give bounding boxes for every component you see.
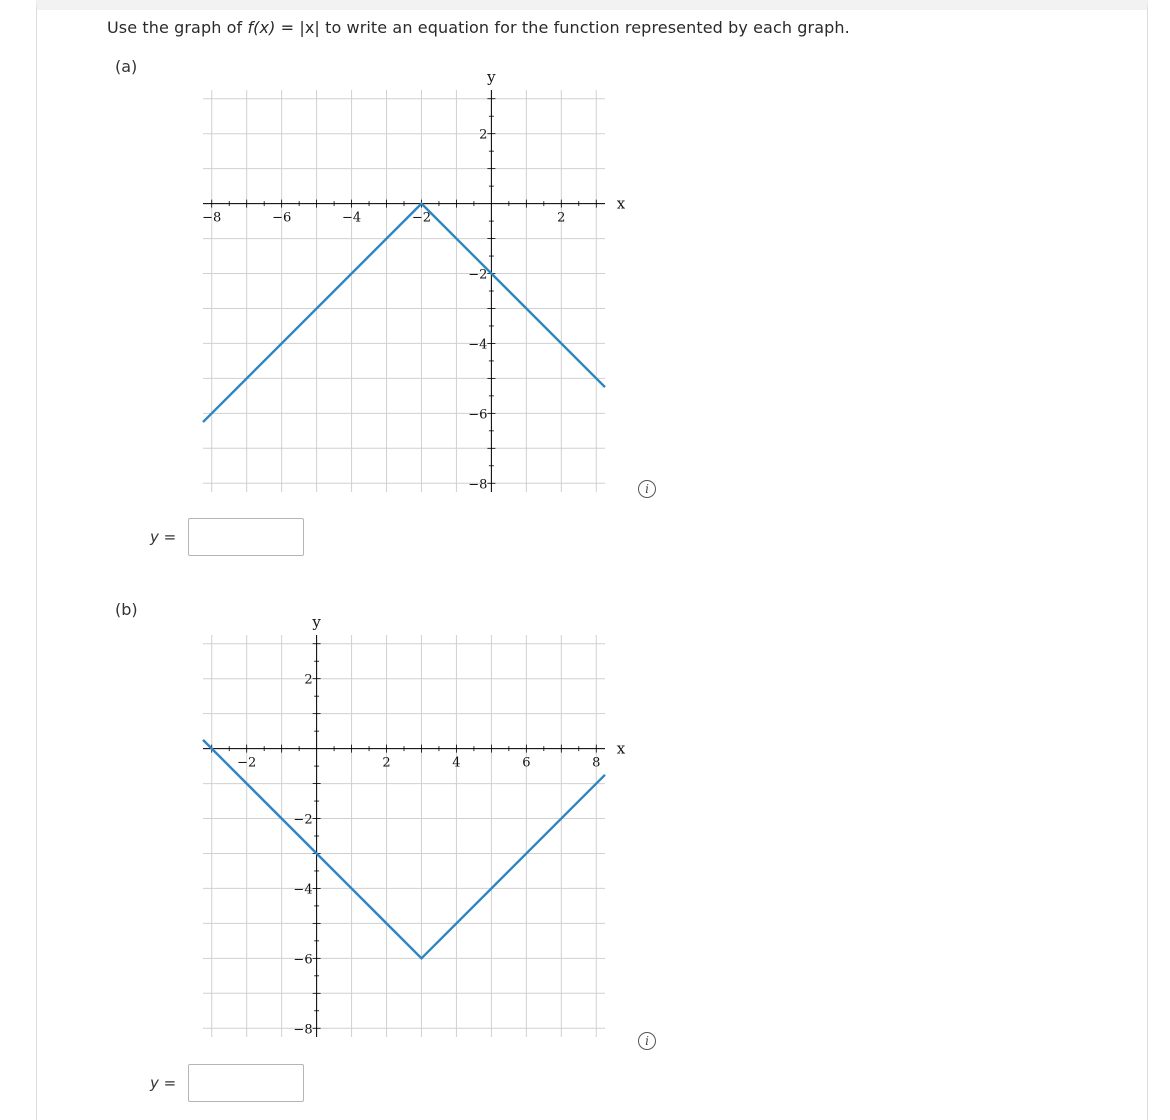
answer-var-b: y bbox=[150, 1074, 159, 1092]
y-tick-label: −6 bbox=[293, 952, 313, 968]
y-tick-label: −8 bbox=[293, 1022, 313, 1038]
answer-input-b[interactable] bbox=[188, 1064, 304, 1102]
series-line-0 bbox=[203, 740, 605, 958]
answer-eq-b: = bbox=[158, 1074, 177, 1092]
series-line-0 bbox=[203, 204, 605, 422]
part-a-label: (a) bbox=[115, 57, 138, 76]
x-tick-label: −6 bbox=[272, 210, 292, 226]
x-tick-label: −8 bbox=[202, 210, 222, 226]
x-tick-label: −2 bbox=[411, 210, 432, 226]
y-tick-label: −8 bbox=[468, 477, 488, 493]
answer-row-b bbox=[150, 1062, 304, 1104]
question-prefix: Use the graph of bbox=[107, 18, 248, 37]
answer-input-a[interactable] bbox=[188, 518, 304, 556]
answer-eq-a: = bbox=[158, 528, 177, 546]
question-text bbox=[107, 18, 850, 37]
x-axis-label: x bbox=[616, 739, 625, 758]
axes bbox=[203, 90, 605, 492]
answer-label-a bbox=[150, 528, 188, 546]
y-tick-label: 2 bbox=[304, 672, 313, 688]
grid bbox=[203, 90, 605, 492]
y-axis-label: y bbox=[312, 613, 321, 631]
y-tick-label: −2 bbox=[293, 812, 313, 828]
question-suffix: = |x| to write an equation for the function represented by each graph. bbox=[275, 18, 850, 37]
chart-svg-0 bbox=[195, 68, 625, 498]
answer-var-a: y bbox=[150, 528, 159, 546]
graph-b bbox=[195, 613, 625, 1043]
chart-svg-1 bbox=[195, 613, 625, 1043]
y-tick-label: −4 bbox=[468, 337, 488, 353]
x-tick-label: 2 bbox=[382, 755, 391, 771]
y-tick-label: −6 bbox=[468, 407, 488, 423]
x-tick-label: 2 bbox=[557, 210, 566, 226]
y-axis-label: y bbox=[487, 68, 496, 86]
x-tick-label: 6 bbox=[522, 755, 531, 771]
x-tick-label: −2 bbox=[237, 755, 257, 771]
y-tick-label: −2 bbox=[468, 267, 488, 283]
x-tick-label: −4 bbox=[341, 210, 362, 226]
answer-row-a bbox=[150, 516, 304, 558]
x-tick-label: 4 bbox=[452, 755, 461, 771]
y-tick-label: 2 bbox=[479, 127, 488, 143]
info-icon[interactable]: i bbox=[638, 1032, 656, 1050]
y-tick-label: −4 bbox=[293, 882, 313, 898]
function-name: f(x) bbox=[247, 18, 276, 37]
x-axis-label: x bbox=[616, 194, 625, 213]
info-icon[interactable]: i bbox=[638, 480, 656, 498]
x-tick-label: 8 bbox=[592, 755, 601, 771]
part-b-label: (b) bbox=[115, 600, 138, 619]
graph-a bbox=[195, 68, 625, 498]
answer-label-b bbox=[150, 1074, 188, 1092]
